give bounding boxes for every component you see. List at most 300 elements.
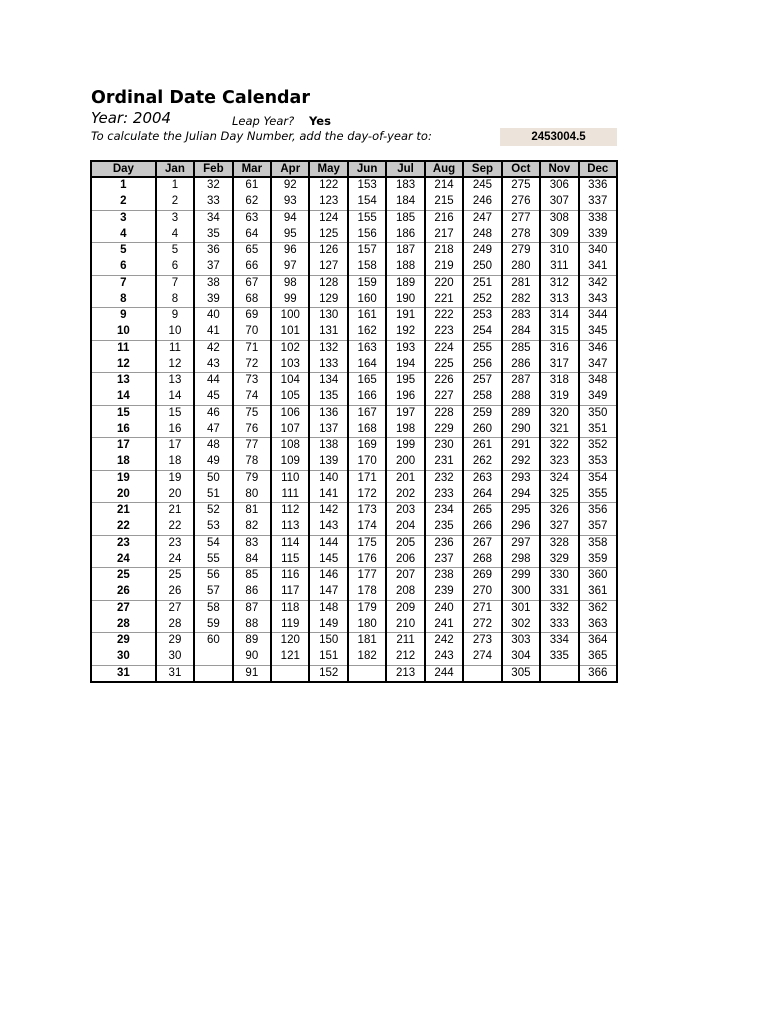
ordinal-day-cell: 178 [348, 584, 386, 600]
ordinal-day-cell: 346 [579, 340, 617, 356]
ordinal-day-cell: 298 [502, 551, 540, 567]
ordinal-day-cell: 214 [425, 177, 463, 194]
ordinal-day-cell: 244 [425, 665, 463, 682]
ordinal-day-cell: 238 [425, 568, 463, 584]
ordinal-day-cell: 71 [233, 340, 271, 356]
ordinal-day-cell: 336 [579, 177, 617, 194]
ordinal-day-cell: 75 [233, 405, 271, 421]
ordinal-day-cell: 166 [348, 389, 386, 405]
ordinal-day-cell: 67 [233, 275, 271, 291]
ordinal-day-cell: 230 [425, 438, 463, 454]
ordinal-day-cell: 159 [348, 275, 386, 291]
ordinal-day-cell: 51 [194, 486, 232, 502]
ordinal-day-cell: 169 [348, 438, 386, 454]
ordinal-day-cell: 267 [463, 535, 501, 551]
ordinal-day-cell: 41 [194, 324, 232, 340]
ordinal-day-cell: 253 [463, 308, 501, 324]
table-row [91, 551, 617, 567]
ordinal-day-cell: 60 [194, 633, 232, 649]
ordinal-day-cell: 50 [194, 470, 232, 486]
ordinal-day-cell: 189 [386, 275, 424, 291]
ordinal-day-cell: 154 [348, 194, 386, 210]
ordinal-day-cell: 310 [540, 243, 578, 259]
ordinal-day-cell: 264 [463, 486, 501, 502]
ordinal-day-cell: 198 [386, 421, 424, 437]
ordinal-day-cell: 145 [309, 551, 347, 567]
ordinal-day-cell: 345 [579, 324, 617, 340]
day-number-cell: 1 [91, 177, 156, 194]
ordinal-day-cell: 365 [579, 649, 617, 665]
ordinal-day-cell: 126 [309, 243, 347, 259]
julian-base-value: 2453004.5 [500, 128, 617, 146]
ordinal-day-cell: 215 [425, 194, 463, 210]
ordinal-day-cell: 208 [386, 584, 424, 600]
ordinal-day-cell: 272 [463, 616, 501, 632]
ordinal-day-cell: 37 [194, 259, 232, 275]
ordinal-day-cell: 94 [271, 210, 309, 226]
ordinal-day-cell: 243 [425, 649, 463, 665]
ordinal-day-cell: 57 [194, 584, 232, 600]
ordinal-day-cell: 69 [233, 308, 271, 324]
ordinal-day-cell: 212 [386, 649, 424, 665]
table-row [91, 226, 617, 242]
ordinal-day-cell: 182 [348, 649, 386, 665]
ordinal-day-cell: 104 [271, 373, 309, 389]
day-number-cell: 4 [91, 226, 156, 242]
ordinal-day-cell: 54 [194, 535, 232, 551]
ordinal-day-cell: 328 [540, 535, 578, 551]
ordinal-day-cell: 64 [233, 226, 271, 242]
ordinal-day-cell: 303 [502, 633, 540, 649]
ordinal-day-cell: 77 [233, 438, 271, 454]
ordinal-day-cell: 179 [348, 600, 386, 616]
ordinal-day-cell: 120 [271, 633, 309, 649]
table-row [91, 405, 617, 421]
ordinal-day-cell: 62 [233, 194, 271, 210]
ordinal-day-cell: 295 [502, 503, 540, 519]
day-number-cell: 16 [91, 421, 156, 437]
ordinal-day-cell: 102 [271, 340, 309, 356]
ordinal-day-cell: 355 [579, 486, 617, 502]
table-row [91, 373, 617, 389]
ordinal-day-cell: 142 [309, 503, 347, 519]
ordinal-day-cell: 70 [233, 324, 271, 340]
ordinal-day-cell: 83 [233, 535, 271, 551]
ordinal-day-cell: 147 [309, 584, 347, 600]
ordinal-day-cell: 262 [463, 454, 501, 470]
table-row [91, 194, 617, 210]
table-row [91, 454, 617, 470]
ordinal-day-cell: 152 [309, 665, 347, 682]
ordinal-day-cell: 100 [271, 308, 309, 324]
ordinal-day-cell: 127 [309, 259, 347, 275]
ordinal-day-cell: 292 [502, 454, 540, 470]
ordinal-day-cell: 150 [309, 633, 347, 649]
ordinal-day-cell: 242 [425, 633, 463, 649]
table-row [91, 535, 617, 551]
ordinal-day-cell: 87 [233, 600, 271, 616]
table-row [91, 519, 617, 535]
ordinal-day-cell: 99 [271, 291, 309, 307]
ordinal-day-cell: 301 [502, 600, 540, 616]
ordinal-day-cell: 42 [194, 340, 232, 356]
column-header: Nov [540, 161, 578, 177]
table-row [91, 308, 617, 324]
ordinal-day-cell: 231 [425, 454, 463, 470]
ordinal-day-cell: 309 [540, 226, 578, 242]
column-header: Oct [502, 161, 540, 177]
ordinal-day-cell: 121 [271, 649, 309, 665]
ordinal-day-cell: 324 [540, 470, 578, 486]
ordinal-day-cell: 337 [579, 194, 617, 210]
ordinal-day-cell: 86 [233, 584, 271, 600]
ordinal-day-cell: 9 [156, 308, 194, 324]
ordinal-day-cell: 236 [425, 535, 463, 551]
table-row [91, 649, 617, 665]
day-number-cell: 30 [91, 649, 156, 665]
table-row [91, 438, 617, 454]
ordinal-day-cell: 234 [425, 503, 463, 519]
ordinal-day-cell: 352 [579, 438, 617, 454]
ordinal-day-cell: 122 [309, 177, 347, 194]
ordinal-day-cell: 249 [463, 243, 501, 259]
ordinal-day-cell: 28 [156, 616, 194, 632]
ordinal-day-cell: 277 [502, 210, 540, 226]
ordinal-day-cell: 105 [271, 389, 309, 405]
ordinal-day-cell: 218 [425, 243, 463, 259]
ordinal-day-cell: 268 [463, 551, 501, 567]
ordinal-day-cell: 8 [156, 291, 194, 307]
day-number-cell: 18 [91, 454, 156, 470]
ordinal-day-cell: 233 [425, 486, 463, 502]
ordinal-day-cell: 364 [579, 633, 617, 649]
ordinal-day-cell: 139 [309, 454, 347, 470]
ordinal-day-cell: 357 [579, 519, 617, 535]
ordinal-day-cell: 95 [271, 226, 309, 242]
ordinal-day-cell: 366 [579, 665, 617, 682]
table-row [91, 210, 617, 226]
ordinal-day-cell: 43 [194, 356, 232, 372]
ordinal-day-cell [463, 665, 501, 682]
table-row [91, 584, 617, 600]
ordinal-day-cell: 302 [502, 616, 540, 632]
ordinal-day-cell: 275 [502, 177, 540, 194]
ordinal-day-cell: 340 [579, 243, 617, 259]
ordinal-day-cell: 14 [156, 389, 194, 405]
ordinal-day-cell: 183 [386, 177, 424, 194]
ordinal-day-cell: 106 [271, 405, 309, 421]
ordinal-day-cell: 227 [425, 389, 463, 405]
ordinal-day-cell: 74 [233, 389, 271, 405]
ordinal-day-cell: 176 [348, 551, 386, 567]
day-number-cell: 11 [91, 340, 156, 356]
ordinal-day-cell: 133 [309, 356, 347, 372]
ordinal-day-cell: 225 [425, 356, 463, 372]
day-number-cell: 7 [91, 275, 156, 291]
ordinal-day-cell: 49 [194, 454, 232, 470]
ordinal-day-cell: 47 [194, 421, 232, 437]
ordinal-day-cell: 116 [271, 568, 309, 584]
ordinal-day-cell: 31 [156, 665, 194, 682]
ordinal-day-cell: 107 [271, 421, 309, 437]
ordinal-day-cell: 165 [348, 373, 386, 389]
ordinal-day-cell [348, 665, 386, 682]
ordinal-day-cell: 347 [579, 356, 617, 372]
ordinal-day-cell: 136 [309, 405, 347, 421]
ordinal-day-cell: 17 [156, 438, 194, 454]
ordinal-day-cell: 349 [579, 389, 617, 405]
ordinal-day-cell: 98 [271, 275, 309, 291]
ordinal-day-cell: 48 [194, 438, 232, 454]
ordinal-day-cell: 312 [540, 275, 578, 291]
ordinal-day-cell: 254 [463, 324, 501, 340]
ordinal-day-cell: 52 [194, 503, 232, 519]
ordinal-day-cell: 140 [309, 470, 347, 486]
day-number-cell: 25 [91, 568, 156, 584]
ordinal-day-cell: 5 [156, 243, 194, 259]
day-number-cell: 8 [91, 291, 156, 307]
ordinal-day-cell: 222 [425, 308, 463, 324]
ordinal-day-cell: 193 [386, 340, 424, 356]
ordinal-day-cell: 63 [233, 210, 271, 226]
ordinal-day-cell: 124 [309, 210, 347, 226]
ordinal-day-cell: 20 [156, 486, 194, 502]
ordinal-day-cell: 191 [386, 308, 424, 324]
table-row [91, 616, 617, 632]
ordinal-day-cell: 44 [194, 373, 232, 389]
ordinal-day-cell: 3 [156, 210, 194, 226]
ordinal-day-cell: 66 [233, 259, 271, 275]
ordinal-day-cell: 344 [579, 308, 617, 324]
ordinal-day-cell: 18 [156, 454, 194, 470]
ordinal-day-cell: 305 [502, 665, 540, 682]
ordinal-day-cell: 294 [502, 486, 540, 502]
ordinal-day-cell: 278 [502, 226, 540, 242]
ordinal-day-cell: 40 [194, 308, 232, 324]
ordinal-day-cell: 323 [540, 454, 578, 470]
ordinal-day-cell: 258 [463, 389, 501, 405]
leap-year-answer: Yes [309, 114, 331, 128]
table-row [91, 665, 617, 682]
table-row [91, 356, 617, 372]
ordinal-day-cell: 326 [540, 503, 578, 519]
ordinal-day-cell: 144 [309, 535, 347, 551]
ordinal-day-cell: 307 [540, 194, 578, 210]
ordinal-day-cell: 1 [156, 177, 194, 194]
day-number-cell: 15 [91, 405, 156, 421]
ordinal-day-cell: 289 [502, 405, 540, 421]
ordinal-day-cell: 317 [540, 356, 578, 372]
ordinal-day-cell: 246 [463, 194, 501, 210]
ordinal-day-cell: 180 [348, 616, 386, 632]
ordinal-day-cell: 279 [502, 243, 540, 259]
ordinal-day-cell: 12 [156, 356, 194, 372]
ordinal-day-cell: 15 [156, 405, 194, 421]
ordinal-day-cell: 125 [309, 226, 347, 242]
table-row [91, 503, 617, 519]
ordinal-day-cell: 293 [502, 470, 540, 486]
column-header: Feb [194, 161, 232, 177]
ordinal-day-cell: 7 [156, 275, 194, 291]
ordinal-day-cell: 156 [348, 226, 386, 242]
ordinal-day-cell: 137 [309, 421, 347, 437]
column-header: Dec [579, 161, 617, 177]
ordinal-day-cell: 203 [386, 503, 424, 519]
ordinal-day-cell: 245 [463, 177, 501, 194]
table-row [91, 259, 617, 275]
table-row [91, 568, 617, 584]
ordinal-day-cell: 82 [233, 519, 271, 535]
ordinal-day-cell: 13 [156, 373, 194, 389]
ordinal-day-cell: 248 [463, 226, 501, 242]
day-number-cell: 22 [91, 519, 156, 535]
page-title: Ordinal Date Calendar [91, 88, 310, 108]
ordinal-day-cell: 146 [309, 568, 347, 584]
ordinal-day-cell: 110 [271, 470, 309, 486]
table-row [91, 389, 617, 405]
ordinal-day-cell: 192 [386, 324, 424, 340]
ordinal-day-cell: 221 [425, 291, 463, 307]
day-number-cell: 12 [91, 356, 156, 372]
ordinal-day-cell [194, 665, 232, 682]
ordinal-day-cell: 263 [463, 470, 501, 486]
day-number-cell: 10 [91, 324, 156, 340]
ordinal-day-cell: 259 [463, 405, 501, 421]
ordinal-day-cell: 186 [386, 226, 424, 242]
ordinal-day-cell: 232 [425, 470, 463, 486]
ordinal-day-cell: 265 [463, 503, 501, 519]
ordinal-day-cell: 333 [540, 616, 578, 632]
ordinal-day-cell: 342 [579, 275, 617, 291]
ordinal-day-cell: 297 [502, 535, 540, 551]
ordinal-day-cell: 79 [233, 470, 271, 486]
ordinal-calendar-table [90, 160, 618, 683]
table-row [91, 470, 617, 486]
ordinal-day-cell: 163 [348, 340, 386, 356]
day-number-cell: 9 [91, 308, 156, 324]
ordinal-day-cell: 280 [502, 259, 540, 275]
ordinal-day-cell: 177 [348, 568, 386, 584]
ordinal-day-cell: 351 [579, 421, 617, 437]
ordinal-day-cell: 273 [463, 633, 501, 649]
ordinal-day-cell: 339 [579, 226, 617, 242]
ordinal-day-cell: 276 [502, 194, 540, 210]
table-row [91, 177, 617, 194]
ordinal-day-cell: 314 [540, 308, 578, 324]
ordinal-day-cell: 318 [540, 373, 578, 389]
ordinal-day-cell: 353 [579, 454, 617, 470]
column-header: Sep [463, 161, 501, 177]
ordinal-day-cell: 35 [194, 226, 232, 242]
ordinal-day-cell: 153 [348, 177, 386, 194]
ordinal-day-cell: 97 [271, 259, 309, 275]
ordinal-day-cell: 23 [156, 535, 194, 551]
table-row [91, 291, 617, 307]
ordinal-day-cell: 210 [386, 616, 424, 632]
ordinal-day-cell: 181 [348, 633, 386, 649]
table-row [91, 421, 617, 437]
ordinal-day-cell: 327 [540, 519, 578, 535]
ordinal-day-cell: 338 [579, 210, 617, 226]
column-header: Day [91, 161, 156, 177]
ordinal-day-cell: 84 [233, 551, 271, 567]
day-number-cell: 28 [91, 616, 156, 632]
ordinal-day-cell: 329 [540, 551, 578, 567]
ordinal-day-cell: 219 [425, 259, 463, 275]
ordinal-day-cell: 205 [386, 535, 424, 551]
ordinal-day-cell: 36 [194, 243, 232, 259]
ordinal-day-cell: 59 [194, 616, 232, 632]
day-number-cell: 19 [91, 470, 156, 486]
ordinal-day-cell: 356 [579, 503, 617, 519]
table-row [91, 600, 617, 616]
ordinal-day-cell: 229 [425, 421, 463, 437]
ordinal-day-cell: 135 [309, 389, 347, 405]
day-number-cell: 13 [91, 373, 156, 389]
ordinal-day-cell: 331 [540, 584, 578, 600]
ordinal-day-cell: 308 [540, 210, 578, 226]
julian-instruction: To calculate the Julian Day Number, add the day-of-year to: [91, 129, 432, 143]
ordinal-day-cell: 332 [540, 600, 578, 616]
day-number-cell: 26 [91, 584, 156, 600]
ordinal-day-cell: 313 [540, 291, 578, 307]
day-number-cell: 20 [91, 486, 156, 502]
ordinal-day-cell: 22 [156, 519, 194, 535]
table-header-row [91, 161, 617, 177]
ordinal-day-cell: 348 [579, 373, 617, 389]
ordinal-day-cell: 319 [540, 389, 578, 405]
ordinal-day-cell: 334 [540, 633, 578, 649]
ordinal-day-cell: 162 [348, 324, 386, 340]
day-number-cell: 27 [91, 600, 156, 616]
ordinal-day-cell [194, 649, 232, 665]
ordinal-day-cell: 29 [156, 633, 194, 649]
ordinal-day-cell: 56 [194, 568, 232, 584]
ordinal-day-cell: 85 [233, 568, 271, 584]
ordinal-day-cell: 256 [463, 356, 501, 372]
ordinal-day-cell: 76 [233, 421, 271, 437]
ordinal-day-cell: 109 [271, 454, 309, 470]
ordinal-day-cell: 223 [425, 324, 463, 340]
ordinal-day-cell: 81 [233, 503, 271, 519]
ordinal-day-cell: 241 [425, 616, 463, 632]
ordinal-day-cell: 216 [425, 210, 463, 226]
table-row [91, 340, 617, 356]
ordinal-day-cell: 143 [309, 519, 347, 535]
ordinal-day-cell [271, 665, 309, 682]
ordinal-day-cell: 306 [540, 177, 578, 194]
ordinal-day-cell: 119 [271, 616, 309, 632]
ordinal-day-cell: 350 [579, 405, 617, 421]
ordinal-day-cell: 89 [233, 633, 271, 649]
ordinal-day-cell: 287 [502, 373, 540, 389]
ordinal-day-cell: 53 [194, 519, 232, 535]
ordinal-day-cell: 185 [386, 210, 424, 226]
day-number-cell: 2 [91, 194, 156, 210]
day-number-cell: 31 [91, 665, 156, 682]
ordinal-day-cell: 118 [271, 600, 309, 616]
column-header: May [309, 161, 347, 177]
ordinal-day-cell: 131 [309, 324, 347, 340]
ordinal-day-cell: 11 [156, 340, 194, 356]
ordinal-day-cell: 24 [156, 551, 194, 567]
ordinal-day-cell: 330 [540, 568, 578, 584]
ordinal-day-cell: 197 [386, 405, 424, 421]
ordinal-day-cell: 39 [194, 291, 232, 307]
ordinal-day-cell: 288 [502, 389, 540, 405]
table-row [91, 633, 617, 649]
ordinal-day-cell: 322 [540, 438, 578, 454]
